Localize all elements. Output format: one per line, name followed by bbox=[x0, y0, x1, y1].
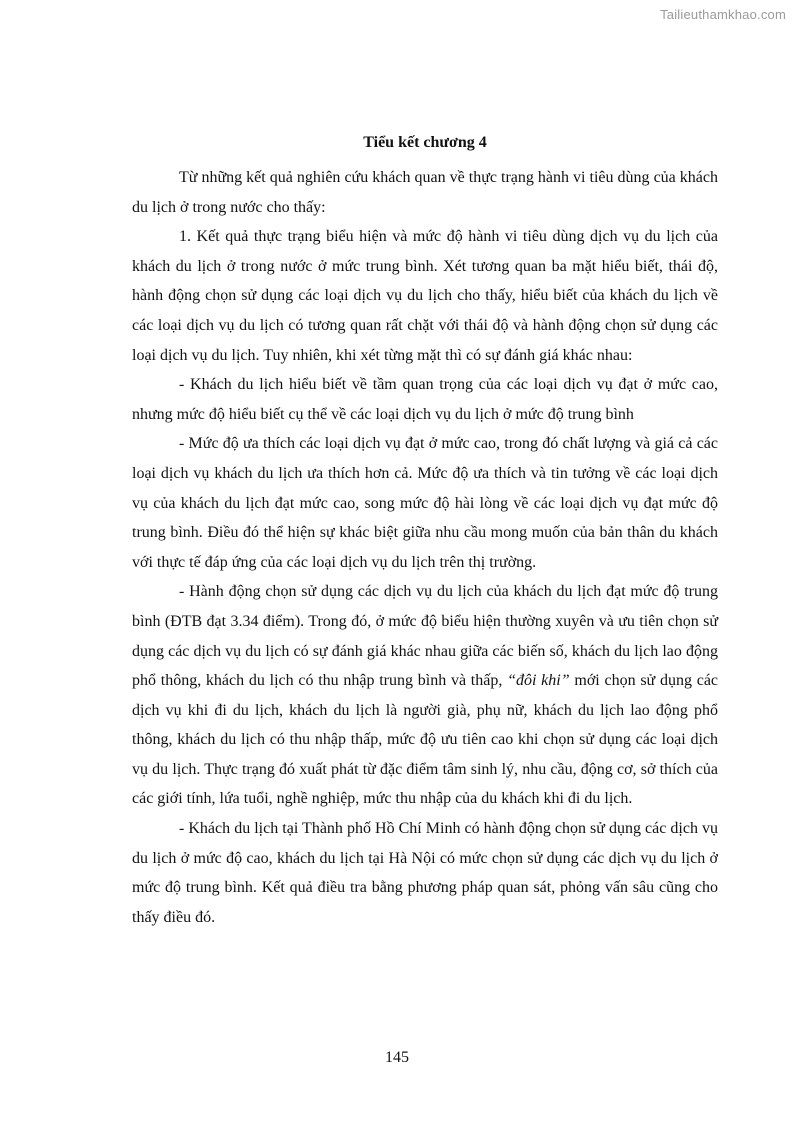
action-text-after: mới chọn sử dụng các dịch vụ khi đi du lịch, khách du lịch là người già, phụ nữ, khách du lịch lao động phổ thông, khách du lịch có thu nhập thấp, mức độ ưu tiên cao khi chọn sử dụng các loại dịch vụ du lịch. Thực trạng đó xuất phát từ đặc điểm tâm sinh lý, nhu cầu, động cơ, sở thích của các giới tính, lứa tuổi, nghề nghiệp, mức thu nhập của du khách khi đi du lịch. bbox=[132, 672, 719, 808]
action-paragraph bbox=[132, 577, 718, 814]
page-number: 145 bbox=[385, 1049, 409, 1066]
regional-paragraph: - Khách du lịch tại Thành phố Hồ Chí Minh có hành động chọn sử dụng các dịch vụ du lịch ở mức độ cao, khách du lịch tại Hà Nội có mức chọn sử dụng các dịch vụ du lịch ở mức độ trung bình. Kết quả điều tra bằng phương pháp quan sát, phỏng vấn sâu cũng cho thấy điều đó. bbox=[132, 820, 718, 926]
action-emphasis: “đôi khi” bbox=[507, 672, 570, 690]
page-content bbox=[132, 133, 718, 932]
watermark: Tailieuthamkhao.com bbox=[660, 7, 786, 22]
attitude-paragraph: - Mức độ ưa thích các loại dịch vụ đạt ở mức cao, trong đó chất lượng và giá cả các loại dịch vụ khách du lịch ưa thích hơn cả. Mức độ ưa thích và tin tưởng về các loại dịch vụ của khách du lịch đạt mức cao, song mức độ hài lòng về các loại dịch vụ đạt mức độ trung bình. Điều đó thể hiện sự khác biệt giữa nhu cầu mong muốn của bản thân du khách với thực tế đáp ứng của các loại dịch vụ du lịch trên thị trường. bbox=[132, 435, 718, 571]
chapter-summary-title: Tiểu kết chương 4 bbox=[363, 134, 487, 151]
finding-1-paragraph: 1. Kết quả thực trạng biểu hiện và mức độ hành vi tiêu dùng dịch vụ du lịch của khách du lịch ở trong nước ở mức trung bình. Xét tương quan ba mặt hiểu biết, thái độ, hành động chọn sử dụng các loại dịch vụ du lịch cho thấy, hiểu biết của khách du lịch về các loại dịch vụ du lịch có tương quan rất chặt với thái độ và hành động chọn sử dụng các loại dịch vụ du lịch. Tuy nhiên, khi xét từng mặt thì có sự đánh giá khác nhau: bbox=[132, 228, 718, 364]
knowledge-paragraph: - Khách du lịch hiểu biết về tầm quan trọng của các loại dịch vụ đạt ở mức cao, nhưng mức độ hiểu biết cụ thể về các loại dịch vụ du lịch ở mức độ trung bình bbox=[132, 376, 718, 423]
action-text-before: - Hành động chọn sử dụng các dịch vụ du lịch của khách du lịch đạt mức độ trung bình (ĐTB đạt 3.34 điểm). Trong đó, ở mức độ biểu hiện thường xuyên và ưu tiên chọn sử dụng các dịch vụ du lịch có sự đánh giá khác nhau giữa các biến số, khách du lịch lao động phổ thông, khách du lịch có thu nhập trung bình và thấp, bbox=[132, 583, 718, 690]
intro-paragraph: Từ những kết quả nghiên cứu khách quan về thực trạng hành vi tiêu dùng của khách du lịch ở trong nước cho thấy: bbox=[132, 169, 718, 216]
